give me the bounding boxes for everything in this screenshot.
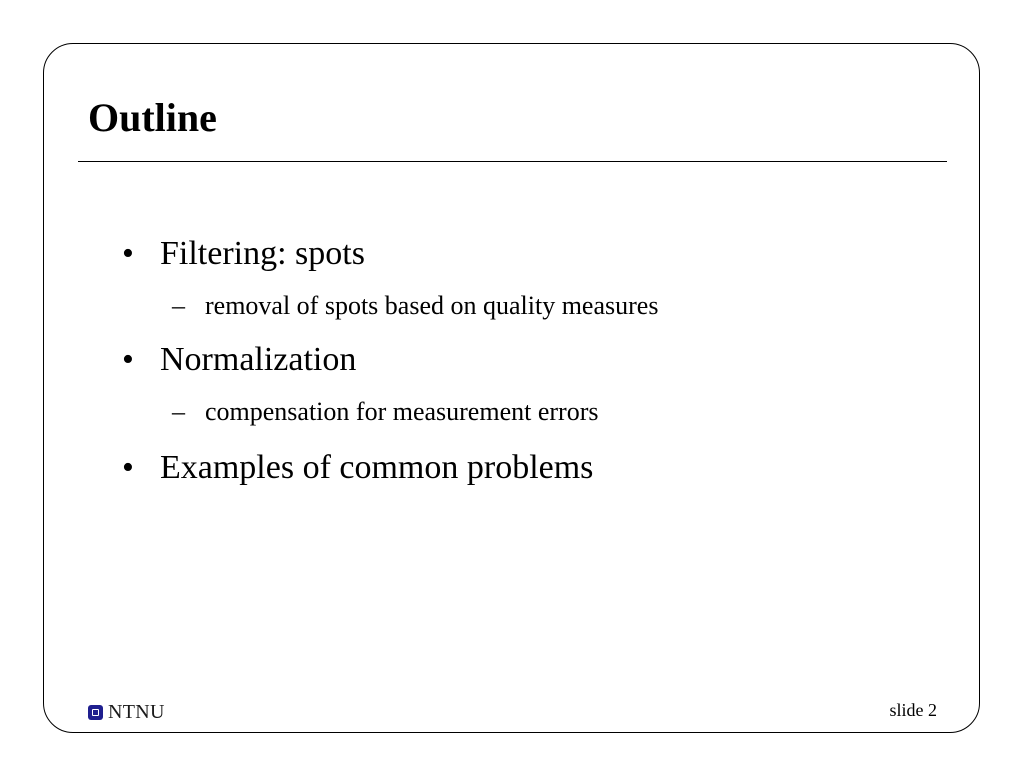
bullet-marker: • bbox=[122, 235, 134, 272]
bullet-item-examples bbox=[0, 448, 900, 488]
sub-bullet-item-spot-removal bbox=[0, 290, 900, 322]
bullet-item-normalization bbox=[0, 340, 900, 380]
bullet-text: Filtering: spots bbox=[160, 235, 365, 272]
bullet-marker: • bbox=[122, 341, 134, 378]
bullet-marker: • bbox=[122, 449, 134, 486]
slide-title: Outline bbox=[88, 95, 217, 140]
sub-bullet-item-compensation bbox=[0, 396, 900, 428]
ntnu-logo-inner-square bbox=[92, 709, 99, 716]
ntnu-logo-icon bbox=[88, 705, 103, 720]
sub-bullet-marker: – bbox=[172, 397, 185, 426]
sub-bullet-marker: – bbox=[172, 291, 185, 320]
bullet-item-filtering bbox=[0, 234, 900, 274]
bullet-text: Normalization bbox=[160, 341, 357, 378]
bullet-text: Examples of common problems bbox=[160, 449, 594, 486]
ntnu-logo bbox=[88, 700, 165, 724]
sub-bullet-text: removal of spots based on quality measures bbox=[205, 291, 659, 320]
slide-number: slide 2 bbox=[889, 700, 937, 720]
logo-text: NTNU bbox=[108, 701, 165, 723]
sub-bullet-text: compensation for measurement errors bbox=[205, 397, 599, 426]
